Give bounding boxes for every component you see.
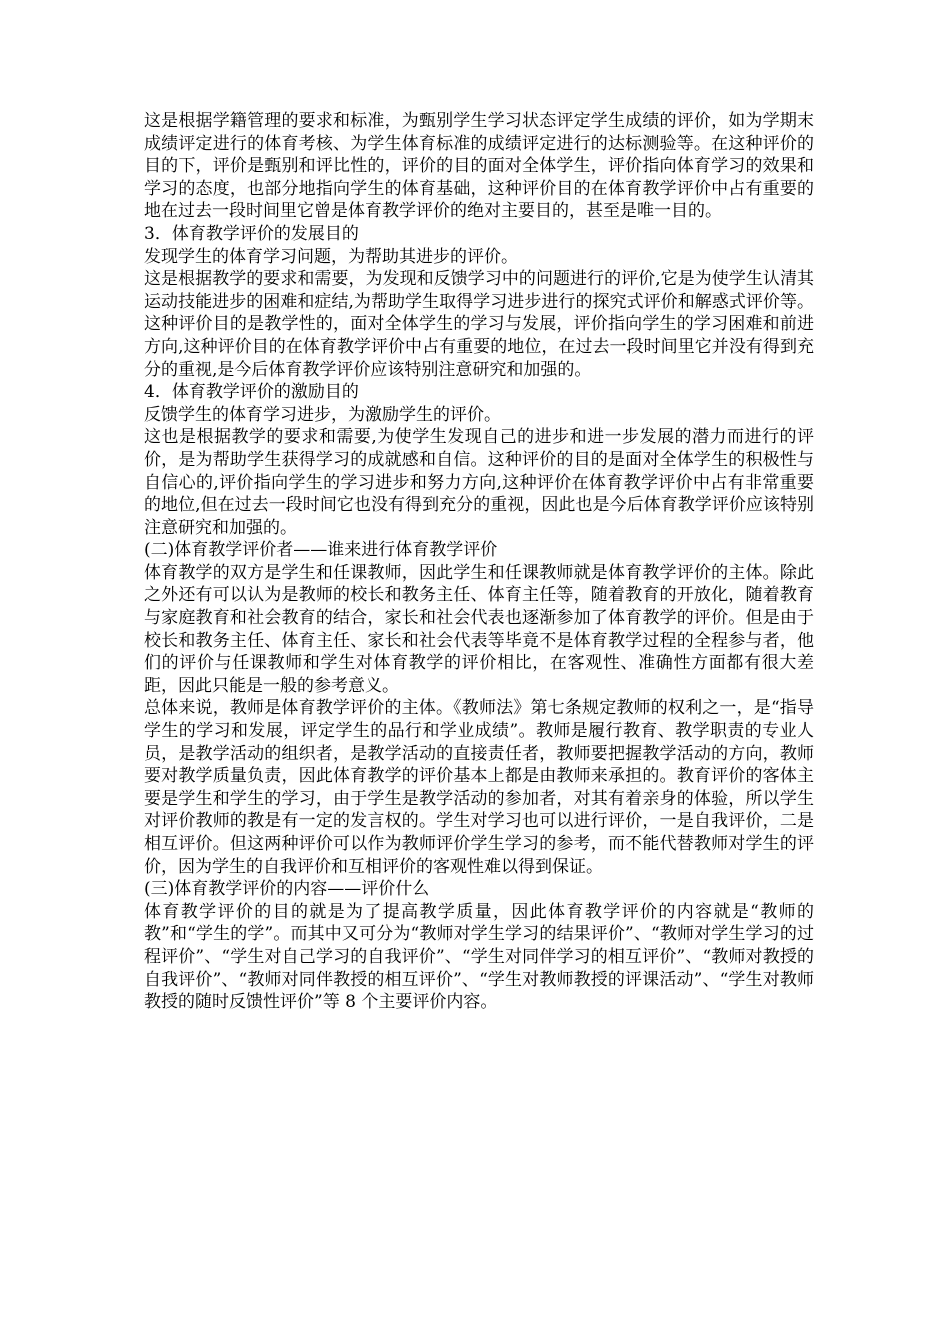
paragraph-motivation-summary: 反馈学生的体育学习进步，为激励学生的评价。 (144, 404, 501, 425)
heading-evaluation-content: (三)体育教学评价的内容——评价什么 (144, 879, 430, 900)
paragraph-evaluation-content: 体育教学评价的目的就是为了提高教学质量，因此体育教学评价的内容就是“教师的教”和“学生的学”。而其中又可分为“教师对学生学习的结果评价”、“教师对学生学习的过程评价”、“学生对自己学习的自我评价”、“学生对同伴学习的相互评价”、“教师对教授的自我评价”、“教师对同伴教授的相互评价”、“学生对教师教授的评课活动”、“学生对教师教授的随时反馈性评价”等 8 个主要评价内容。 (144, 901, 814, 1013)
heading-motivation-purpose: 4．体育教学评价的激励目的 (144, 382, 359, 403)
paragraph-evaluators-subjects: 体育教学的双方是学生和任课教师，因此学生和任课教师就是体育教学评价的主体。除此之外还有可以认为是教师的校长和教务主任、体育主任等，随着教育的开放化，随着教育与家庭教育和社会教育的结合，家长和社会代表也逐渐参加了体育教学的评价。但是由于校长和教务主任、体育主任、家长和社会代表等毕竟不是体育教学过程的全程参与者，他们的评价与任课教师和学生对体育教学的评价相比，在客观性、准确性方面都有很大差距，因此只能是一般的参考意义。 (144, 562, 814, 696)
heading-evaluators: (二)体育教学评价者——谁来进行体育教学评价 (144, 540, 498, 561)
document-body (144, 110, 814, 1014)
paragraph-teacher-as-subject: 总体来说，教师是体育教学评价的主体。《教师法》第七条规定教师的权利之一，是“指导学生的学习和发展，评定学生的品行和学业成绩”。教师是履行教育、教学职责的专业人员，是教学活动的组织者，是教学活动的直接责任者，教师要把握教学活动的方向，教师要对教学质量负责，因此体育教学的评价基本上都是由教师来承担的。教育评价的客体主要是学生和学生的学习，由于学生是教学活动的参加者，对其有着亲身的体验，所以学生对评价教师的教是有一定的发言权的。学生对学习也可以进行评价，一是自我评价，二是相互评价。但这两种评价可以作为教师评价学生学习的参考，而不能代替教师对学生的评价，因为学生的自我评价和互相评价的客观性难以得到保证。 (144, 698, 814, 877)
paragraph-motivation-detail: 这也是根据教学的要求和需要,为使学生发现自己的进步和进一步发展的潜力而进行的评价，是为帮助学生获得学习的成就感和自信。这种评价的目的是面对全体学生的积极性与自信心的,评价指向学生的学习进步和努力方向,这种评价在体育教学评价中占有非常重要的地位,但在过去一段时间它也没有得到充分的重视，因此也是今后体育教学评价应该特别注意研究和加强的。 (144, 427, 814, 538)
paragraph-grading-purpose: 这是根据学籍管理的要求和标准，为甄别学生学习状态评定学生成绩的评价，如为学期末成绩评定进行的体育考核、为学生体育标准的成绩评定进行的达标测验等。在这种评价的目的下，评价是甄别和评比性的，评价的目的面对全体学生，评价指向体育学习的效果和学习的态度，也部分地指向学生的体育基础，这种评价目的在体育教学评价中占有重要的地在过去一段时间里它曾是体育教学评价的绝对主要目的，甚至是唯一目的。 (144, 111, 814, 222)
paragraph-development-summary: 发现学生的体育学习问题，为帮助其进步的评价。 (144, 246, 518, 267)
paragraph-development-detail: 这是根据教学的要求和需要，为发现和反馈学习中的问题进行的评价,它是为使学生认清其运动技能进步的困难和症结,为帮助学生取得学习进步进行的探究式评价和解惑式评价等。这种评价目的是教学性的，面对全体学生的学习与发展，评价指向学生的学习困难和前进方向,这种评价目的在体育教学评价中占有重要的地位，在过去一段时间里它并没有得到充分的重视,是今后体育教学评价应该特别注意研究和加强的。 (144, 269, 814, 380)
heading-development-purpose: 3．体育教学评价的发展目的 (144, 223, 359, 244)
